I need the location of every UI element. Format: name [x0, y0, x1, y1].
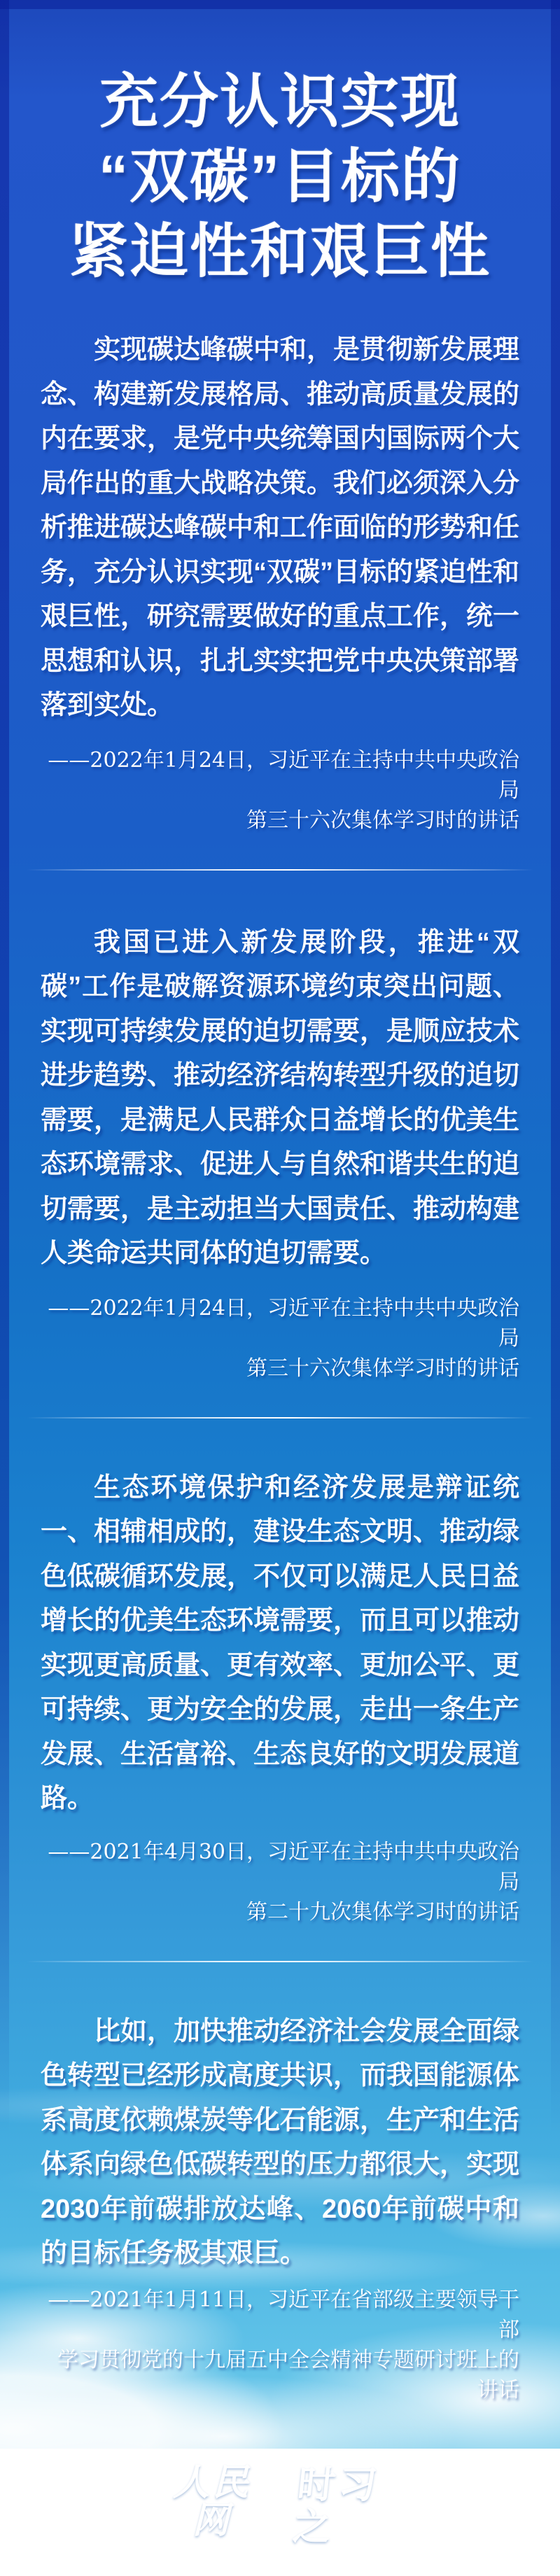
quote-block-3 — [41, 1466, 519, 1927]
divider — [27, 1417, 533, 1419]
quote-text: 我国已进入新发展阶段，推进“双碳”工作是破解资源环境约束突出问题、实现可持续发展的迫切需要，是顺应技术进步趋势、推动经济结构转型升级的迫切需要，是满足人民群众日益增长的优美生态环境需求、促进人与自然和谐共生的迫切需要，是主动担当大国责任、推动构建人类命运共同体的迫切需要。 — [41, 927, 520, 1268]
quote-text: 比如，加快推动经济社会发展全面绿色转型已经形成高度共识，而我国能源体系高度依赖煤炭等化石能源，生产和生活体系向绿色低碳转型的压力都很大，实现2030年前碳排放达峰、2060年前碳中和的目标任务极其艰巨。 — [41, 2016, 520, 2268]
quote-attribution — [41, 2285, 519, 2405]
peoples-daily-logo — [160, 2461, 275, 2576]
attribution-line-2: 第三十六次集体学习时的讲话 — [246, 808, 519, 833]
quote-attribution — [41, 745, 519, 836]
attribution-line-2: 学习贯彻党的十九届五中全会精神专题研讨班上的讲话 — [57, 2347, 519, 2402]
peoples-daily-subtitle: 中国共产党新闻网 — [160, 2547, 264, 2561]
quote-block-2 — [41, 921, 519, 1384]
attribution-line-2: 第三十六次集体学习时的讲话 — [246, 1356, 519, 1381]
attribution-line-1: ——2022年1月24日，习近平在主持中共中央政治局 — [48, 1295, 519, 1351]
shixizhi-logo — [290, 2463, 400, 2555]
peoples-daily-url: cpc.people.cn — [160, 2561, 275, 2575]
title-line-3: 紧迫性和艰巨性 — [69, 218, 491, 284]
shixizhi-wordmark: 时习之 — [290, 2463, 383, 2548]
title-line-1: 充分认识实现 — [99, 69, 461, 134]
attribution-line-1: ——2022年1月24日，习近平在主持中共中央政治局 — [48, 747, 519, 803]
quote-attribution — [41, 1837, 519, 1927]
divider — [27, 869, 533, 871]
logo-divider-rule — [160, 2542, 265, 2544]
title-line-2: “双碳”目标的 — [98, 143, 461, 209]
quote-text: 生态环境保护和经济发展是辩证统一、相辅相成的，建设生态文明、推动绿色低碳循环发展，不仅可以满足人民日益增长的优美生态环境需要，而且可以推动实现更高质量、更有效率、更加公平、更可持续、更为安全的发展，走出一条生产发展、生活富裕、生态良好的文明发展道路。 — [41, 1472, 520, 1813]
peoples-daily-wordmark: 人民网 — [172, 2461, 251, 2542]
quote-attribution — [41, 1293, 519, 1384]
quote-text: 实现碳达峰碳中和，是贯彻新发展理念、构建新发展格局、推动高质量发展的内在要求，是党中央统筹国内国际两个大局作出的重大战略决策。我们必须深入分析推进碳达峰碳中和工作面临的形势和任务，充分认识实现“双碳”目标的紧迫性和艰巨性，研究需要做好的重点工作，统一思想和认识，扎扎实实把党中央决策部署落到实处。 — [41, 335, 520, 720]
attribution-line-1: ——2021年4月30日，习近平在主持中共中央政治局 — [48, 1839, 519, 1894]
quote-block-4 — [41, 2010, 519, 2405]
footer-logos — [41, 2461, 519, 2576]
attribution-line-2: 第二十九次集体学习时的讲话 — [246, 1899, 519, 1924]
attribution-line-1: ——2021年1月11日，习近平在省部级主要领导干部 — [48, 2287, 519, 2342]
shixizhi-latin-label: SHI XI ZHI — [339, 2545, 400, 2555]
quote-block-1 — [41, 328, 519, 836]
divider — [27, 1961, 533, 1962]
page-title — [41, 0, 519, 289]
